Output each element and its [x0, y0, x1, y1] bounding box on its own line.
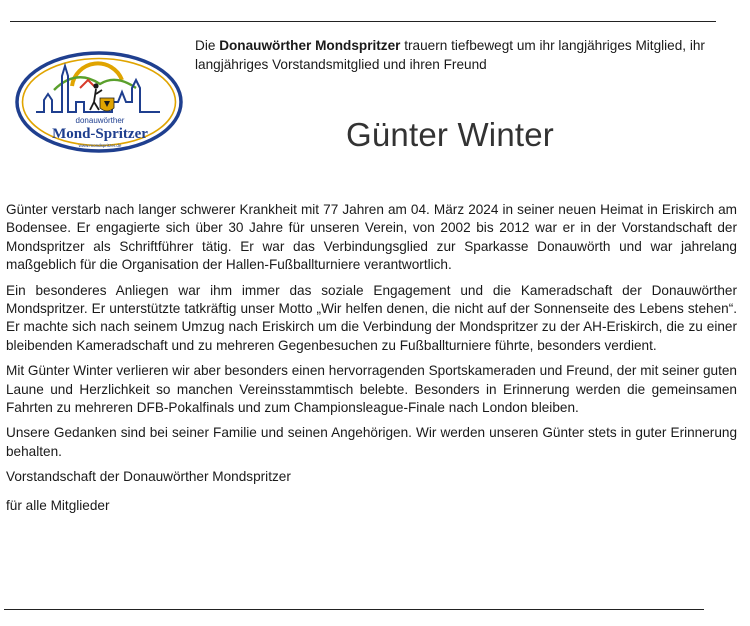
intro-before: Die: [195, 38, 220, 53]
logo-main-text: Mond-Spritzer: [52, 126, 148, 142]
top-divider: [10, 21, 716, 22]
paragraph-2: Ein besonderes Anliegen war ihm immer das soziale Engagement und die Kameradschaft der Donauwörther Mondspritzer. Er unterstützte tatkräftig unser Motto „Wir helfen denen, die nicht auf der Sonnenseite des Lebens stehen“. Er machte sich nach seinem Umzug nach Eriskirch um die Verbindung der Mondspritzer zu der AH-Eriskirch, die zu einer bleibenden Kameradschaft und zu mehreren Gegenbesuchen zu Fußballturniere führte, besonders verdient.: [6, 282, 737, 353]
paragraph-1: Günter verstarb nach langer schwerer Krankheit mit 77 Jahren am 04. März 2024 in seiner neuen Heimat in Eriskirch am Bodensee. Er engagierte sich über 30 Jahre für unseren Verein, von 2002 bis 2012 war er in der Vorstandschaft der Mondspritzer als Schriftführer tätig. Er war das Verbindungsglied zur Sparkasse Donauwörth und war jahrelang maßgeblich für die Organisation der Hallen-Fußballturniere verantwortlich.: [6, 202, 737, 273]
intro-text: [195, 36, 715, 74]
deceased-name: Günter Winter: [346, 116, 554, 153]
signature: Vorstandschaft der Donauwörther Mondspritzer: [6, 469, 291, 485]
recipients: für alle Mitglieder: [6, 497, 110, 513]
obituary-body: [6, 201, 737, 521]
logo-url-text: www.mondspritzer.de: [78, 143, 122, 148]
bottom-divider: [4, 609, 704, 610]
logo-top-text: donauwörther: [75, 116, 125, 125]
paragraph-4: Unsere Gedanken sind bei seiner Familie und seinen Angehörigen. Wir werden unseren Günter stets in guter Erinnerung behalten.: [6, 425, 737, 459]
club-name: Donauwörther Mondspritzer: [219, 38, 401, 53]
club-logo: [14, 50, 184, 154]
paragraph-3: Mit Günter Winter verlieren wir aber besonders einen hervorragenden Sportskameraden und Freund, der mit seiner guten Laune und Herzlichkeit so manchen Vereinsstammtisch belebte. Besonders in Erinnerung werden die gemeinsamen Fahrten zu mehreren DFB-Pokalfinals und zum Championsleague-Finale nach London bleiben.: [6, 363, 737, 416]
intro-after: trauern tiefbewegt um ihr langjähriges Mitglied, ihr langjähriges Vorstandsmitglied und ihren Freund: [195, 38, 705, 72]
